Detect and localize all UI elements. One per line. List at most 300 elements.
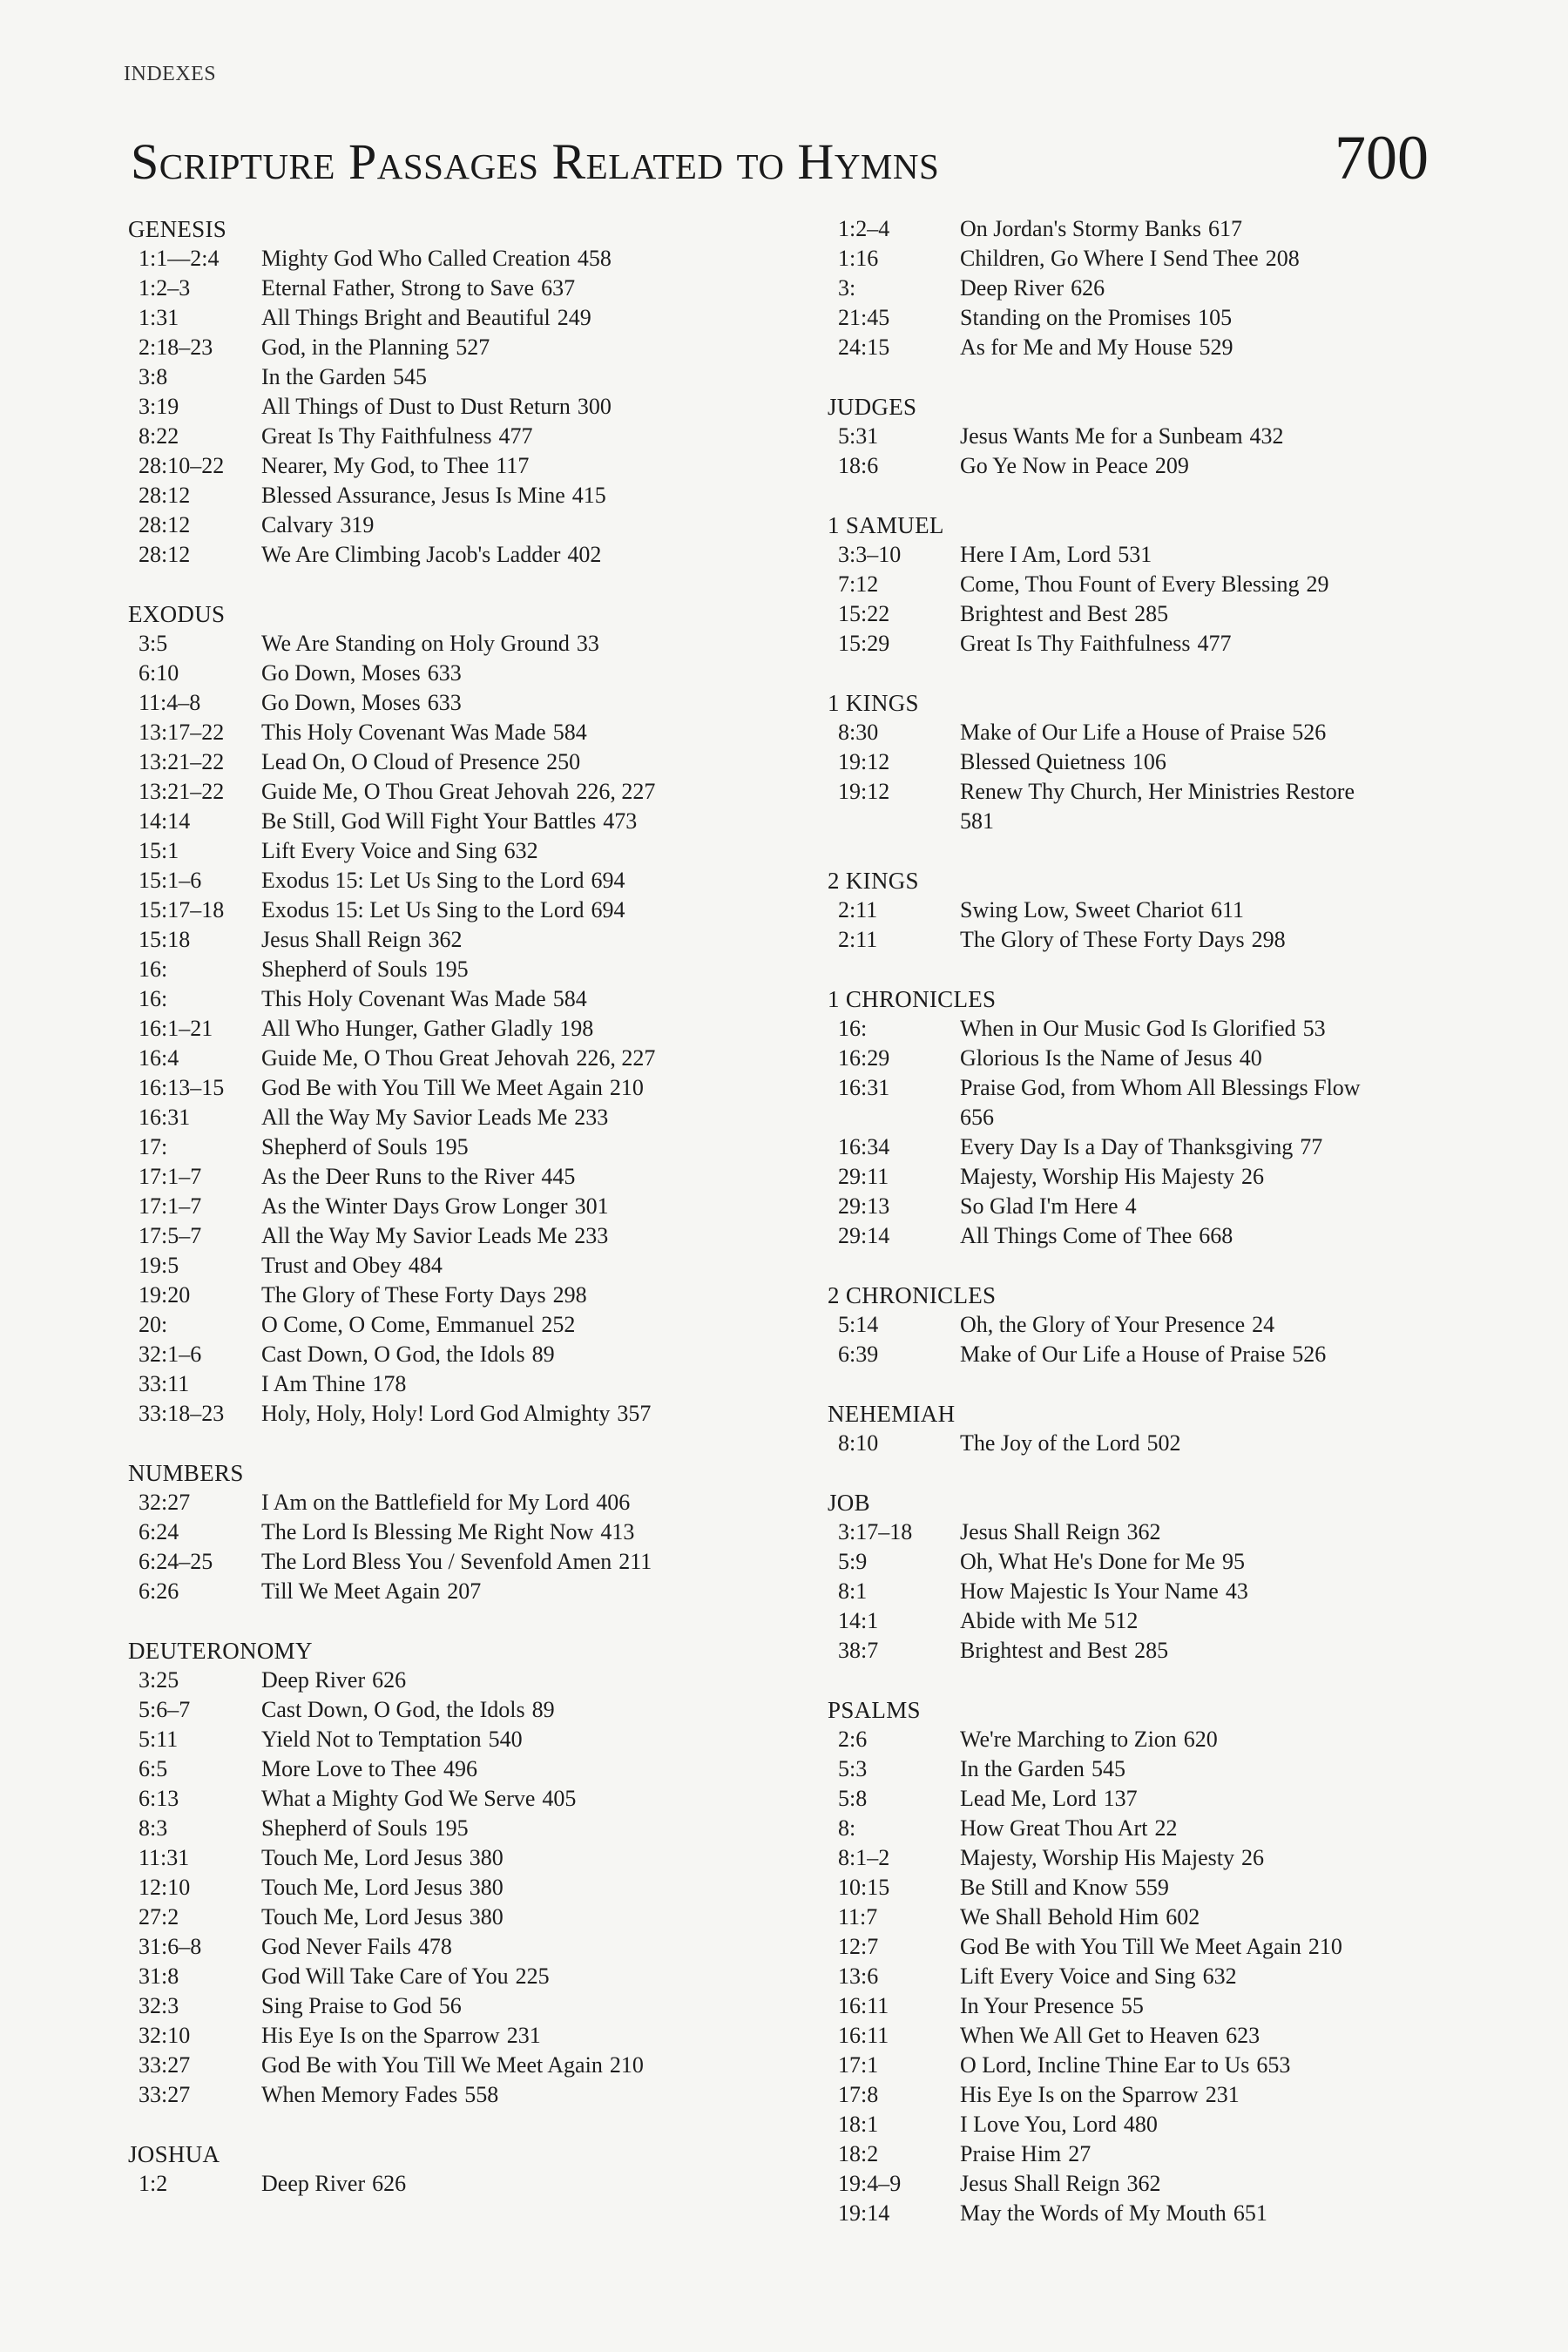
scripture-reference: 16:4: [139, 1045, 179, 1071]
index-entry: [128, 1192, 808, 1221]
hymn-number: 211: [618, 1549, 652, 1574]
hymn-number: 496: [443, 1756, 477, 1781]
hymn-entry: [261, 1932, 808, 1962]
index-entry: [828, 2021, 1437, 2051]
index-entry: [128, 1162, 808, 1192]
title-row: [131, 122, 1429, 194]
scripture-reference: 5:11: [139, 1727, 179, 1752]
hymn-entry: [261, 1399, 808, 1429]
hymn-number: 694: [591, 897, 625, 923]
scripture-reference: 12:10: [139, 1875, 191, 1900]
hymn-entry: [960, 1192, 1437, 1221]
index-entry: [128, 1281, 808, 1310]
scripture-reference: 16:: [139, 986, 168, 1011]
index-entry: [828, 747, 1437, 777]
hymn-number: 620: [1183, 1727, 1218, 1752]
index-entry: [128, 1873, 808, 1903]
hymn-entry: [261, 629, 808, 659]
index-entry: [828, 333, 1437, 362]
hymn-entry: [261, 1873, 808, 1903]
index-entry: [828, 807, 1437, 836]
hymn-title: God Never Fails: [261, 1934, 411, 1959]
index-entry: [828, 303, 1437, 333]
scripture-reference: 8:10: [838, 1430, 879, 1456]
hymn-entry: [960, 1044, 1437, 1073]
index-entry: [828, 1991, 1437, 2021]
hymn-entry: [261, 1843, 808, 1873]
hymn-number: 195: [434, 1815, 469, 1841]
hymn-number: 402: [567, 542, 602, 567]
hymn-number: 473: [603, 808, 638, 834]
hymn-number: 4: [1125, 1193, 1137, 1219]
hymn-number: 540: [488, 1727, 523, 1752]
hymn-number: 89: [531, 1342, 555, 1367]
scripture-reference: 3:25: [139, 1667, 179, 1693]
hymn-number: 77: [1300, 1134, 1323, 1159]
index-entry: [828, 1310, 1437, 1340]
scripture-reference: 1:31: [139, 305, 179, 330]
hymn-title: Be Still and Know: [960, 1875, 1128, 1900]
hymn-number: 477: [1197, 631, 1232, 656]
scripture-reference: 29:14: [838, 1223, 890, 1248]
hymn-number: 502: [1146, 1430, 1181, 1456]
hymn-number: 233: [574, 1105, 609, 1130]
scripture-reference: 2:11: [838, 927, 878, 952]
hymn-entry: [960, 1962, 1437, 1991]
scripture-reference: 12:7: [838, 1934, 879, 1959]
hymn-title: Jesus Shall Reign: [261, 927, 422, 952]
book-section-exodus: [128, 599, 808, 1429]
book-title: 2 CHRONICLES: [828, 1282, 997, 1308]
scripture-reference: 6:24–25: [139, 1549, 213, 1574]
hymn-title: Mighty God Who Called Creation: [261, 246, 571, 271]
hymn-entry: [261, 747, 808, 777]
index-entry: [128, 1814, 808, 1843]
scripture-reference: 1:1—2:4: [139, 246, 220, 271]
scripture-reference: 19:5: [139, 1253, 179, 1278]
hymn-number: 198: [559, 1016, 594, 1041]
hymn-title: In the Garden: [960, 1756, 1085, 1781]
hymn-entry: [261, 1754, 808, 1784]
scripture-reference: 32:1–6: [139, 1342, 202, 1367]
hymn-entry: [261, 1547, 808, 1577]
hymn-title: On Jordan's Stormy Banks: [960, 216, 1201, 241]
scripture-reference: 6:13: [139, 1786, 179, 1811]
index-entry: [128, 1369, 808, 1399]
hymn-entry: [261, 303, 808, 333]
hymn-title: The Lord Is Blessing Me Right Now: [261, 1519, 594, 1544]
scripture-reference: 32:3: [139, 1993, 179, 2018]
hymn-title: We're Marching to Zion: [960, 1727, 1177, 1752]
hymn-entry: [261, 1666, 808, 1695]
hymn-entry: [261, 1162, 808, 1192]
index-entry: [828, 1221, 1437, 1251]
index-entry: [828, 1103, 1437, 1132]
hymn-title: I Am Thine: [261, 1371, 366, 1396]
index-entry: [128, 1310, 808, 1340]
scripture-reference: 19:20: [139, 1282, 191, 1308]
hymn-number: 632: [504, 838, 538, 863]
hymn-number: 478: [417, 1934, 452, 1959]
index-entry: [128, 274, 808, 303]
scripture-reference: 27:2: [139, 1904, 179, 1930]
hymn-number: 178: [372, 1371, 407, 1396]
scripture-reference: 5:9: [838, 1549, 868, 1574]
hymn-entry: [261, 2080, 808, 2110]
index-entry: [828, 1547, 1437, 1577]
hymn-number: 545: [1091, 1756, 1125, 1781]
hymn-title: Abide with Me: [960, 1608, 1098, 1633]
scripture-reference: 8:30: [838, 720, 879, 745]
hymn-title: God Will Take Care of You: [261, 1963, 509, 1989]
hymn-title: Touch Me, Lord Jesus: [261, 1845, 463, 1870]
hymn-entry: [960, 1784, 1437, 1814]
scripture-reference: [828, 807, 960, 836]
hymn-title: This Holy Covenant Was Made: [261, 720, 546, 745]
hymn-number: 694: [591, 868, 625, 893]
hymn-entry: [960, 1991, 1437, 2021]
index-entry: [128, 984, 808, 1014]
scripture-reference: 5:8: [838, 1786, 868, 1811]
hymn-title: Deep River: [960, 275, 1064, 301]
hymn-title: What a Mighty God We Serve: [261, 1786, 536, 1811]
hymn-number: 285: [1134, 1638, 1169, 1663]
scripture-reference: 15:22: [838, 601, 890, 626]
hymn-entry: [960, 540, 1437, 570]
hymn-title: God Be with You Till We Meet Again: [261, 2052, 603, 2078]
index-entry: [828, 1636, 1437, 1666]
hymn-title: Eternal Father, Strong to Save: [261, 275, 535, 301]
hymn-number: 250: [546, 749, 581, 774]
index-entry: [128, 1044, 808, 1073]
index-entry: [128, 1843, 808, 1873]
hymn-number: 458: [577, 246, 612, 271]
index-entry: [828, 2169, 1437, 2199]
hymn-number: 55: [1120, 1993, 1144, 2018]
index-entry: [828, 2199, 1437, 2228]
scripture-reference: 5:31: [838, 423, 879, 449]
hymn-title: Cast Down, O God, the Idols: [261, 1342, 525, 1367]
scripture-reference: 13:6: [838, 1963, 879, 1989]
hymn-number: 633: [427, 690, 462, 715]
index-entry: [128, 1903, 808, 1932]
hymn-title: Go Ye Now in Peace: [960, 453, 1148, 478]
hymn-title: In the Garden: [261, 364, 386, 389]
hymn-entry: [261, 2021, 808, 2051]
hymn-number: 653: [1256, 2052, 1291, 2078]
hymn-number: 249: [557, 305, 591, 330]
index-entry: [828, 1162, 1437, 1192]
scripture-reference: 16:31: [838, 1075, 890, 1100]
index-entry: [828, 629, 1437, 659]
hymn-title: Deep River: [261, 1667, 366, 1693]
hymn-entry: [261, 1488, 808, 1517]
index-entry: [128, 1399, 808, 1429]
hymn-entry: [960, 1340, 1437, 1369]
hymn-entry: [261, 688, 808, 718]
hymn-entry: [960, 807, 1437, 836]
hymn-entry: [960, 1547, 1437, 1577]
book-section-1-chronicles: [828, 984, 1437, 1251]
index-entry: [128, 807, 808, 836]
scripture-reference: 2:18–23: [139, 335, 213, 360]
hymn-title: How Great Thou Art: [960, 1815, 1148, 1841]
hymn-number: 95: [1222, 1549, 1246, 1574]
scripture-reference: 11:7: [838, 1904, 878, 1930]
hymn-number: 285: [1134, 601, 1169, 626]
hymn-title: Majesty, Worship His Majesty: [960, 1845, 1234, 1870]
hymn-number: 231: [506, 2023, 541, 2048]
hymn-title: O Come, O Come, Emmanuel: [261, 1312, 535, 1337]
index-entry: [128, 422, 808, 451]
index-entry: [128, 1784, 808, 1814]
hymn-entry: [261, 481, 808, 510]
hymn-title: We Shall Behold Him: [960, 1904, 1159, 1930]
hymn-entry: [960, 2110, 1437, 2139]
hymn-title: Calvary: [261, 512, 334, 537]
index-entry: [828, 1429, 1437, 1458]
hymn-entry: [261, 274, 808, 303]
hymn-entry: [261, 1132, 808, 1162]
hymn-number: 26: [1240, 1164, 1264, 1189]
hymn-number: 362: [1126, 1519, 1161, 1544]
scripture-reference: 16:31: [139, 1105, 191, 1130]
scripture-reference: 16:11: [838, 1993, 889, 2018]
scripture-reference: 20:: [139, 1312, 168, 1337]
hymn-number: 406: [596, 1490, 631, 1515]
scripture-reference: 6:10: [139, 660, 179, 686]
hymn-entry: [960, 1073, 1437, 1103]
index-entry: [128, 1488, 808, 1517]
index-entry: [828, 244, 1437, 274]
scripture-reference: 28:12: [139, 542, 191, 567]
hymn-number: 106: [1132, 749, 1166, 774]
hymn-title: All Things Bright and Beautiful: [261, 305, 551, 330]
scripture-reference: 29:13: [838, 1193, 890, 1219]
scripture-reference: 15:29: [838, 631, 890, 656]
hymn-number: 210: [1308, 1934, 1342, 1959]
index-entry: [828, 1754, 1437, 1784]
hymn-title: Guide Me, O Thou Great Jehovah: [261, 779, 570, 804]
hymn-title: Come, Thou Fount of Every Blessing: [960, 571, 1300, 597]
scripture-reference: 18:6: [838, 453, 879, 478]
book-title: 1 CHRONICLES: [828, 986, 997, 1012]
right-column: [828, 214, 1437, 2228]
hymn-title: Till We Meet Again: [261, 1578, 441, 1604]
index-entry: [128, 244, 808, 274]
hymn-number: 559: [1134, 1875, 1169, 1900]
hymn-number: 526: [1292, 1342, 1327, 1367]
hymn-title: I Am on the Battlefield for My Lord: [261, 1490, 590, 1515]
index-entry: [828, 718, 1437, 747]
hymn-number: 415: [571, 483, 606, 508]
hymn-title: How Majestic Is Your Name: [960, 1578, 1219, 1604]
hymn-title: Nearer, My God, to Thee: [261, 453, 490, 478]
hymn-number: 137: [1103, 1786, 1138, 1811]
hymn-entry: [960, 2080, 1437, 2110]
scripture-reference: 17:: [139, 1134, 168, 1159]
hymn-entry: [960, 1754, 1437, 1784]
book-title: PSALMS: [828, 1697, 921, 1723]
hymn-number: 27: [1068, 2141, 1092, 2166]
index-entry: [128, 1695, 808, 1725]
index-entry: [828, 1577, 1437, 1606]
hymn-number: 602: [1166, 1904, 1200, 1930]
hymn-entry: [960, 2021, 1437, 2051]
index-entry: [828, 1014, 1437, 1044]
book-title: JOSHUA: [128, 2141, 220, 2167]
scripture-reference: 8:1–2: [838, 1845, 890, 1870]
hymn-title: Shepherd of Souls: [261, 1134, 428, 1159]
index-entry: [128, 1103, 808, 1132]
index-entry: [828, 1725, 1437, 1754]
hymn-entry: [261, 451, 808, 481]
hymn-title: All the Way My Savior Leads Me: [261, 1223, 568, 1248]
hymn-number: 105: [1198, 305, 1233, 330]
scripture-reference: 6:26: [139, 1578, 179, 1604]
scripture-reference: 3:8: [139, 364, 168, 389]
hymn-title: God Be with You Till We Meet Again: [261, 1075, 603, 1100]
index-entry: [828, 1814, 1437, 1843]
hymn-entry: [261, 1962, 808, 1991]
book-section-judges: [828, 392, 1437, 481]
index-entry: [128, 747, 808, 777]
hymn-entry: [960, 1103, 1437, 1132]
book-section-joshua: [128, 2139, 808, 2199]
hymn-title: Cast Down, O God, the Idols: [261, 1697, 525, 1722]
index-entry: [128, 362, 808, 392]
hymn-title: When We All Get to Heaven: [960, 2023, 1220, 2048]
hymn-title: Lead Me, Lord: [960, 1786, 1097, 1811]
index-entry: [128, 333, 808, 362]
hymn-entry: [261, 1073, 808, 1103]
scripture-reference: 5:6–7: [139, 1697, 191, 1722]
hymn-title: May the Words of My Mouth: [960, 2200, 1227, 2226]
hymn-title: I Love You, Lord: [960, 2112, 1117, 2137]
hymn-entry: [261, 718, 808, 747]
hymn-entry: [261, 1369, 808, 1399]
index-entry: [828, 2110, 1437, 2139]
index-entry: [128, 896, 808, 925]
hymn-title: This Holy Covenant Was Made: [261, 986, 546, 1011]
hymn-title: So Glad I'm Here: [960, 1193, 1119, 1219]
scripture-reference: 19:12: [838, 749, 890, 774]
hymn-entry: [261, 836, 808, 866]
scripture-reference: 14:14: [139, 808, 191, 834]
hymn-entry: [960, 1932, 1437, 1962]
hymn-number: 207: [447, 1578, 482, 1604]
scripture-reference: 3:17–18: [838, 1519, 913, 1544]
hymn-entry: [261, 1577, 808, 1606]
scripture-reference: [828, 1103, 960, 1132]
book-title: 1 KINGS: [828, 690, 919, 716]
book-section-1-samuel: [828, 510, 1437, 659]
hymn-entry: [261, 1903, 808, 1932]
hymn-title: Majesty, Worship His Majesty: [960, 1164, 1234, 1189]
hymn-title: O Lord, Incline Thine Ear to Us: [960, 2052, 1250, 2078]
hymn-entry: [261, 955, 808, 984]
hymn-entry: [960, 422, 1437, 451]
scripture-reference: 3:5: [139, 631, 168, 656]
hymn-title: God, in the Planning: [261, 335, 449, 360]
book-title: DEUTERONOMY: [128, 1638, 313, 1664]
scripture-reference: 28:12: [139, 512, 191, 537]
book-title: NEHEMIAH: [828, 1401, 956, 1427]
scripture-reference: 31:8: [139, 1963, 179, 1989]
book-section-1-kings: [828, 688, 1437, 836]
hymn-number: 380: [469, 1845, 504, 1870]
index-entry: [128, 2080, 808, 2110]
index-entry: [128, 1991, 808, 2021]
hymn-number: 651: [1233, 2200, 1267, 2226]
book-title: NUMBERS: [128, 1460, 244, 1486]
hymn-number: 611: [1210, 897, 1245, 923]
hymn-entry: [960, 747, 1437, 777]
hymn-title: Here I Am, Lord: [960, 542, 1112, 567]
index-entry: [128, 718, 808, 747]
scripture-reference: 17:1–7: [139, 1164, 202, 1189]
hymn-entry: [261, 1340, 808, 1369]
hymn-number: 529: [1199, 335, 1233, 360]
hymn-entry: [261, 1310, 808, 1340]
hymn-title: Touch Me, Lord Jesus: [261, 1875, 463, 1900]
scripture-reference: 3:3–10: [838, 542, 902, 567]
hymn-number: 633: [427, 660, 462, 686]
index-entry: [128, 688, 808, 718]
scripture-reference: 14:1: [838, 1608, 879, 1633]
hymn-number: 526: [1292, 720, 1327, 745]
hymn-entry: [960, 1725, 1437, 1754]
hymn-number: 226, 227: [576, 779, 656, 804]
index-entry: [828, 1962, 1437, 1991]
hymn-title: Sing Praise to God: [261, 1993, 432, 2018]
hymn-entry: [960, 1221, 1437, 1251]
left-column: [128, 214, 808, 2199]
hymn-number: 89: [531, 1697, 555, 1722]
hymn-title: The Lord Bless You / Sevenfold Amen: [261, 1549, 612, 1574]
scripture-reference: 33:27: [139, 2082, 191, 2107]
hymn-entry: [960, 1606, 1437, 1636]
hymn-number: 24: [1252, 1312, 1275, 1337]
hymn-entry: [960, 1577, 1437, 1606]
hymn-entry: [960, 1310, 1437, 1340]
scripture-reference: 6:39: [838, 1342, 879, 1367]
index-entry: [128, 510, 808, 540]
book-section-deuteronomy: [128, 1636, 808, 2110]
index-entry: [128, 925, 808, 955]
index-entry: [128, 1251, 808, 1281]
hymn-entry: [960, 599, 1437, 629]
scripture-reference: 33:27: [139, 2052, 191, 2078]
index-entry: [128, 481, 808, 510]
index-entry: [828, 1903, 1437, 1932]
hymn-entry: [261, 1517, 808, 1547]
hymn-title: Make of Our Life a House of Praise: [960, 1342, 1286, 1367]
hymn-entry: [261, 1103, 808, 1132]
hymn-number: 432: [1249, 423, 1284, 449]
book-section-job: [828, 1488, 1437, 1666]
index-entry: [828, 1843, 1437, 1873]
scripture-reference: 3:: [838, 275, 856, 301]
index-entry: [828, 1340, 1437, 1369]
hymn-number: 53: [1302, 1016, 1326, 1041]
hymn-number: 33: [576, 631, 599, 656]
scripture-reference: 32:27: [139, 1490, 191, 1515]
scripture-reference: 16:1–21: [139, 1016, 213, 1041]
hymn-title: Holy, Holy, Holy! Lord God Almighty: [261, 1401, 611, 1426]
scripture-reference: 28:12: [139, 483, 191, 508]
hymn-entry: [261, 1784, 808, 1814]
